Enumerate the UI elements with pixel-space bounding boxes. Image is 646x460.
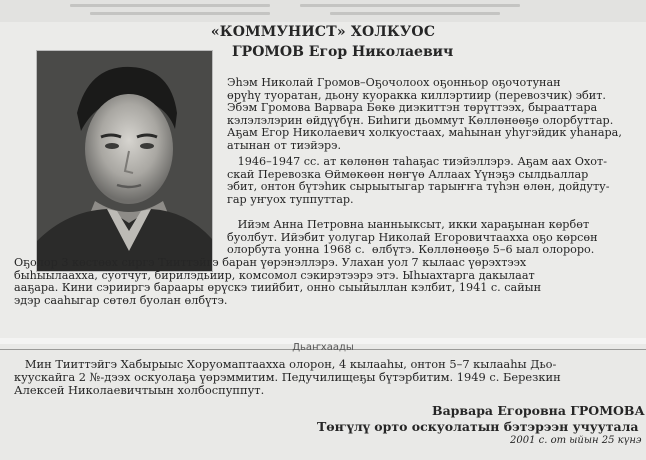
portrait-photo	[37, 51, 212, 271]
paragraph-2: 1946–1947 сс. ат көлөнөн таһаҕас тиэйэллэрэ. Аҕам аах Охот- скай Перевозка Өймөкөөн нөҥүө Аллаах Үүнэҕэ сылдьаллар эбит, онтон бүтэһик сырыытыгар тарыҥҥа түһэн өлөн, дойдуту- гар уҥуох туппуттар.	[227, 155, 610, 206]
person-name: ГРОМОВ Егор Николаевич	[232, 44, 454, 60]
paragraph-3: Ийэм Анна Петровна ыанньыксыт, икки хараҕынан көрбөт буолбут. Ийэбит уолугар Николай Егоровичтаахха оҕо көрсөн олорбута уонна 1968 с. өлбүтэ. Көллөнөөҕө 5–6 ыал олороро.	[227, 218, 598, 257]
portrait-silhouette	[37, 51, 212, 271]
signature-role: Төҥүлү орто оскуолатын бэтэрээн учуутала	[317, 419, 639, 434]
article-heading: «КОММУНИСТ» ХОЛКУОС	[210, 24, 436, 40]
paragraph-4: Оҕолор 3 көстөөх сиргэ Тииттэйгэ баран үөрэнэллэрэ. Улахан уол 7 кылаас үөрэхтээх быһыылаахха, суотчут, бирилэдьиир, комсомол сэкирэтээрэ этэ. Ыһыахтарга дакылаат ааҕара. Кини сэрииргэ бараары өрүскэ тиийбит, онно сыыйыллан кэлбит, 1941 с. сайын эдэр сааһыгар сөтөл буолан өлбүтэ.	[14, 256, 542, 307]
previous-page-bleed	[0, 0, 646, 22]
memoir-paragraph: Мин Тииттэйгэ Хабырыыс Хоруомаптаахха олорон, 4 кылааһы, онтон 5–7 кылааһы Дьо- куускайга 2 №-дээх оскуолаҕа үөрэммитим. Педучилищеҕы бүтэрбитим. 1949 с. Березкин Алексей Николаевичтыын холбоспуппут.	[14, 357, 561, 397]
page-running-header: Дьаҥхаады	[292, 342, 354, 353]
signature-date: 2001 с. от ыйын 25 күнэ	[510, 435, 642, 446]
paragraph-1: Эһэм Николай Громов–Оҕочолоох оҕонньор оҕочотунан өрүһү туоратан, дьону куоракка киллэртиир (перевозчик) эбит. Эбэм Громова Варвара Бөкө диэкиттэн төрүттээх, бырааттара кэлэлэлэрин өйдүүбүн. Биһиги дьоммут Көллөнөөҕө олорбуттар. Аҕам Егор Николаевич холкуостаах, маһынан уһугэйдик уһанара, атынан от тиэйэрэ.	[227, 76, 622, 152]
signature-name: Варвара Егоровна ГРОМОВА	[432, 403, 645, 418]
